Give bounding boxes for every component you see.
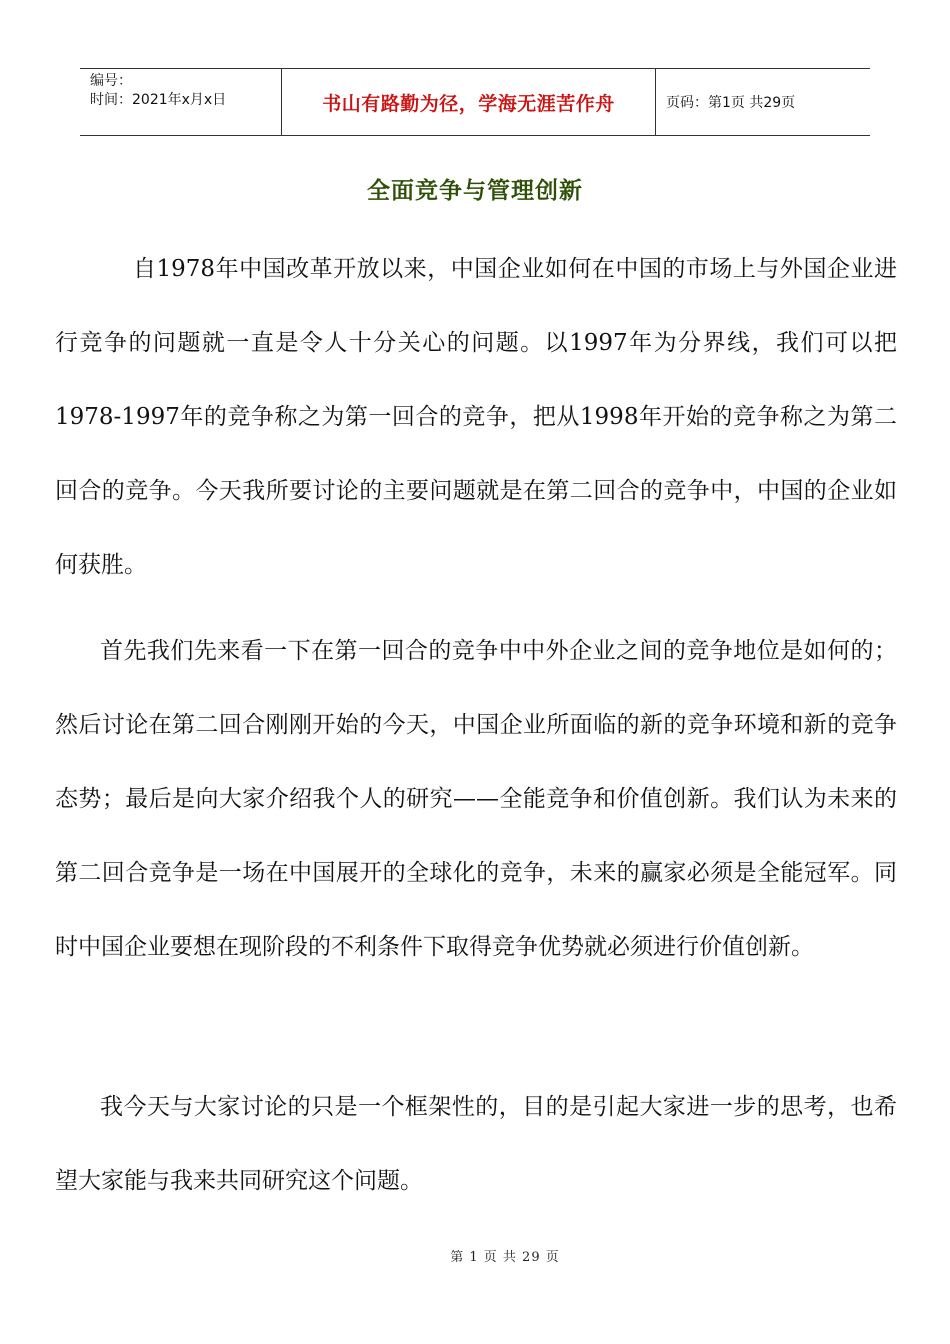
serial-number-label: 编号：	[90, 73, 132, 89]
paragraph-3: 我今天与大家讨论的只是一个框架性的，目的是引起大家进一步的思考，也希望大家能与我来共同研究这个问题。	[55, 1094, 897, 1194]
header-motto: 书山有路勤为径，学海无涯苦作舟	[282, 69, 656, 135]
paragraph-1: 自1978年中国改革开放以来，中国企业如何在中国的市场上与外国企业进行竞争的问题就一直是令人十分关心的问题。以1997年为分界线，我们可以把1978-1997年的竞争称之为第一回合的竞争，把从1998年开始的竞争称之为第二回合的竞争。今天我所要讨论的主要问题就是在第二回合的竞争中，中国的企业如何获胜。	[55, 256, 897, 578]
header-meta-cell	[80, 69, 282, 135]
date-text: 时间：2021年x月x日	[90, 92, 227, 108]
footer-page-number: 第 1 页 共 29 页	[450, 1250, 560, 1265]
document-title: 全面竞争与管理创新	[367, 178, 583, 204]
header-page-info: 页码：第1页 共29页	[666, 95, 796, 111]
paragraph-2: 首先我们先来看一下在第一回合的竞争中中外企业之间的竞争地位是如何的；然后讨论在第二回合刚刚开始的今天，中国企业所面临的新的竞争环境和新的竞争态势；最后是向大家介绍我个人的研究——全能竞争和价值创新。我们认为未来的第二回合竞争是一场在中国展开的全球化的竞争，未来的赢家必须是全能冠军。同时中国企业要想在现阶段的不利条件下取得竞争优势就必须进行价值创新。	[55, 638, 897, 960]
header-table	[80, 68, 870, 136]
